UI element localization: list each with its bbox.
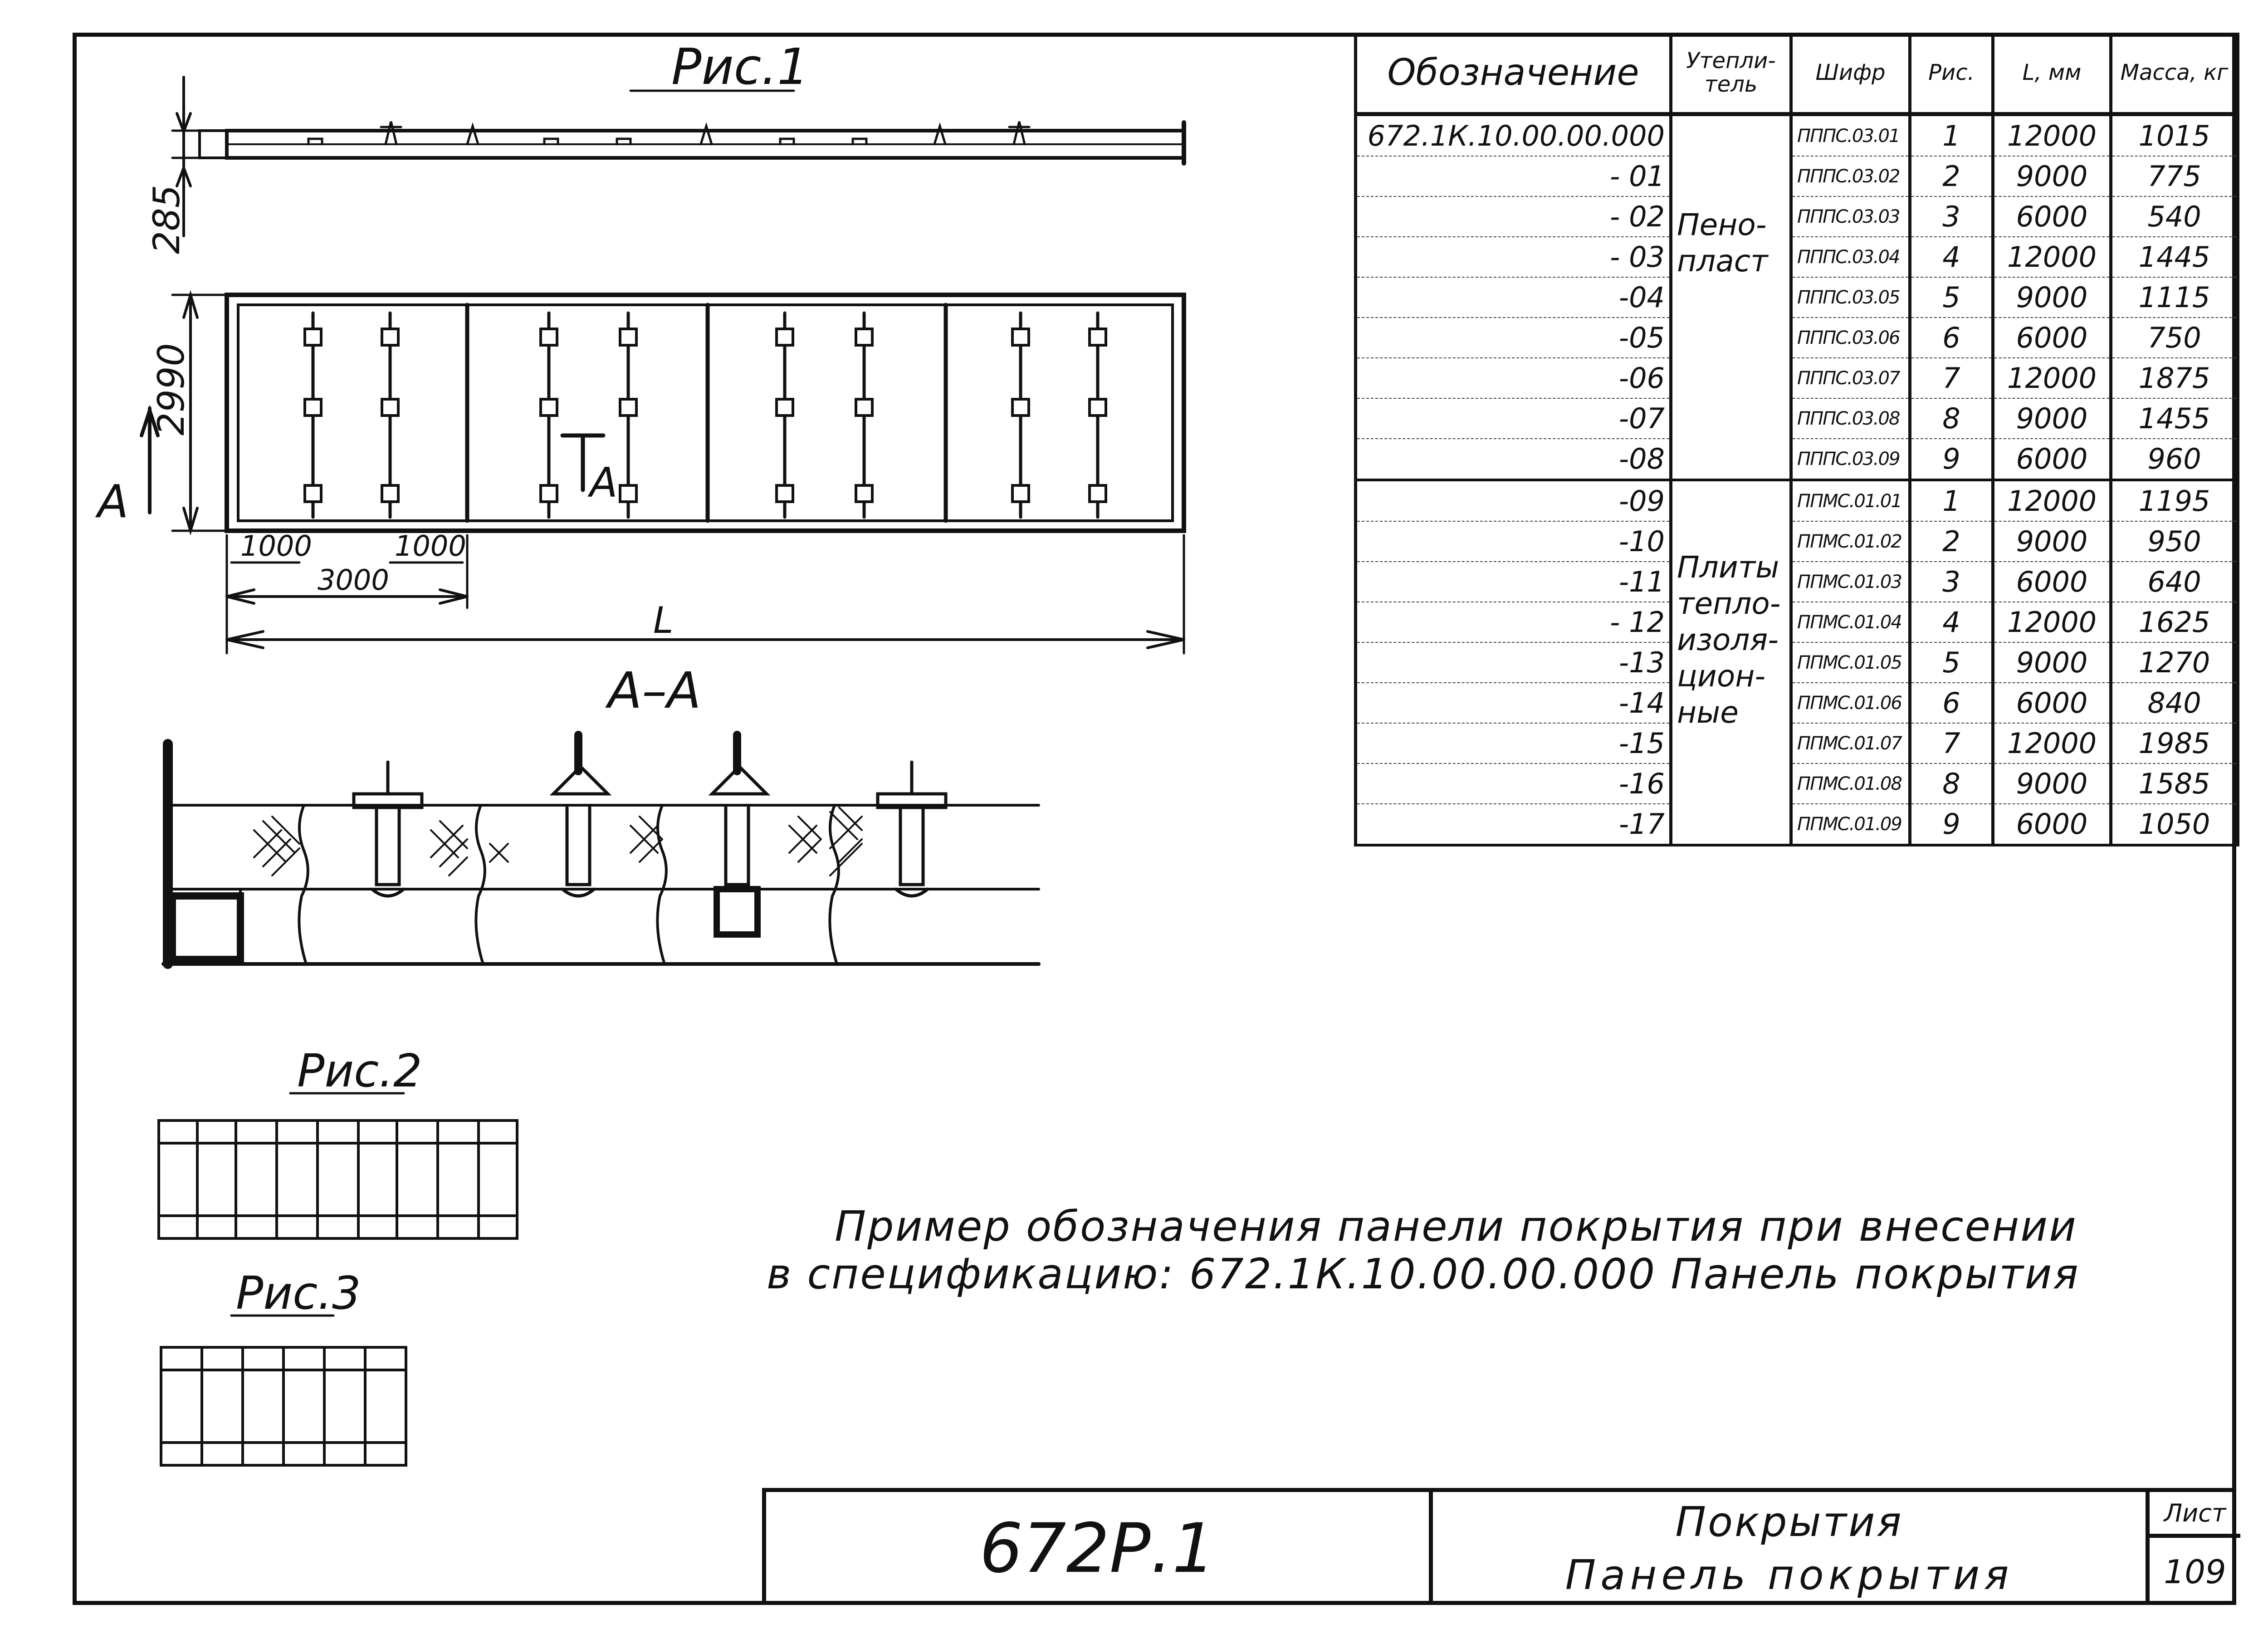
cell-cipher: ПППС.03.07	[1791, 358, 1910, 398]
cell-cipher: ППМС.01.01	[1791, 480, 1910, 521]
table-row	[1356, 602, 2238, 642]
cell-cipher: ПППС.03.09	[1791, 439, 1910, 480]
table-row	[1356, 521, 2238, 562]
table-row	[1356, 804, 2238, 845]
cell-code: -14	[1356, 683, 1671, 723]
cell-figure: 6	[1910, 683, 1993, 723]
cell-figure: 4	[1910, 602, 1993, 642]
cell-figure: 4	[1910, 237, 1993, 277]
cell-length: 9000	[1993, 156, 2111, 196]
table-row	[1356, 277, 2238, 318]
table-row	[1356, 480, 2238, 521]
cell-code: -15	[1356, 723, 1671, 763]
cell-mass: 840	[2111, 683, 2238, 723]
cell-length: 9000	[1993, 642, 2111, 683]
cell-length: 9000	[1993, 277, 2111, 318]
cell-length: 12000	[1993, 723, 2111, 763]
cell-length: 6000	[1993, 439, 2111, 480]
cell-code: -13	[1356, 642, 1671, 683]
cell-mass: 775	[2111, 156, 2238, 196]
cell-figure: 1	[1910, 114, 1993, 157]
cell-mass: 1050	[2111, 804, 2238, 845]
section-aa	[163, 735, 1039, 964]
specification-table	[1354, 33, 2239, 846]
cell-figure: 8	[1910, 763, 1993, 804]
cell-code: -06	[1356, 358, 1671, 398]
title-line2: Панель покрытия	[1565, 1551, 2014, 1599]
cell-cipher: ППМС.01.03	[1791, 562, 1910, 602]
insulation-label: Плиты теплоизоляционные	[1677, 550, 1781, 730]
cell-mass: 1015	[2111, 114, 2238, 157]
cell-cipher: ПППС.03.01	[1791, 114, 1910, 157]
title-block	[762, 1488, 2236, 1605]
cell-mass: 1115	[2111, 277, 2238, 318]
dim-edge-left: 1000	[240, 529, 312, 563]
cell-length: 12000	[1993, 602, 2111, 642]
cell-cipher: ППМС.01.04	[1791, 602, 1910, 642]
cell-code: - 12	[1356, 602, 1671, 642]
title-cell	[1433, 1492, 2150, 1605]
cell-figure: 3	[1910, 562, 1993, 602]
title-line1: Покрытия	[1675, 1498, 1903, 1546]
cell-code: 672.1К.10.00.00.000	[1356, 114, 1671, 157]
section-mark-inner: A	[590, 459, 618, 507]
cell-length: 6000	[1993, 683, 2111, 723]
cell-mass: 1985	[2111, 723, 2238, 763]
dim-length: L	[653, 599, 674, 641]
dim-bay: 3000	[318, 563, 389, 597]
dim-height: 285	[146, 185, 188, 254]
cell-length: 12000	[1993, 237, 2111, 277]
cell-code: -11	[1356, 562, 1671, 602]
table-row	[1356, 358, 2238, 398]
cell-length: 12000	[1993, 114, 2111, 157]
cell-code: -17	[1356, 804, 1671, 845]
cell-cipher: ППМС.01.05	[1791, 642, 1910, 683]
cell-mass: 1875	[2111, 358, 2238, 398]
header-designation: Обозначение	[1356, 33, 1671, 114]
cell-figure: 8	[1910, 398, 1993, 439]
cell-mass: 1270	[2111, 642, 2238, 683]
table-row	[1356, 196, 2238, 237]
sheet-label: Лист	[2150, 1492, 2240, 1538]
cell-code: - 03	[1356, 237, 1671, 277]
cell-cipher: ППМС.01.02	[1791, 521, 1910, 562]
cell-code: -04	[1356, 277, 1671, 318]
cell-cipher: ППМС.01.06	[1791, 683, 1910, 723]
table-row	[1356, 642, 2238, 683]
cell-mass: 960	[2111, 439, 2238, 480]
insulation-label: Пенопласт	[1677, 207, 1768, 279]
cell-mass: 1585	[2111, 763, 2238, 804]
cell-cipher: ПППС.03.06	[1791, 318, 1910, 358]
cell-length: 6000	[1993, 318, 2111, 358]
fig3-panel	[161, 1347, 406, 1465]
dim-width: 2990	[150, 343, 192, 435]
cell-cipher: ППМС.01.09	[1791, 804, 1910, 845]
cell-code: -10	[1356, 521, 1671, 562]
header-figure: Рис.	[1910, 33, 1993, 114]
cell-length: 12000	[1993, 480, 2111, 521]
table-row	[1356, 398, 2238, 439]
header-cipher: Шифр	[1791, 33, 1910, 114]
cell-figure: 9	[1910, 804, 1993, 845]
fig3-label: Рис.3	[236, 1267, 361, 1320]
cell-cipher: ПППС.03.08	[1791, 398, 1910, 439]
table-row	[1356, 723, 2238, 763]
cell-figure: 3	[1910, 196, 1993, 237]
cell-cipher: ППМС.01.08	[1791, 763, 1910, 804]
cell-length: 12000	[1993, 358, 2111, 398]
cell-code: - 01	[1356, 156, 1671, 196]
table-row	[1356, 237, 2238, 277]
cell-mass: 1195	[2111, 480, 2238, 521]
section-mark-left: A	[98, 475, 129, 528]
cell-figure: 1	[1910, 480, 1993, 521]
cell-length: 6000	[1993, 804, 2111, 845]
table-row	[1356, 318, 2238, 358]
fig2-label: Рис.2	[297, 1044, 422, 1097]
cell-figure: 5	[1910, 642, 1993, 683]
cell-mass: 540	[2111, 196, 2238, 237]
header-mass: Масса, кг	[2111, 33, 2238, 114]
cell-figure: 7	[1910, 358, 1993, 398]
cell-length: 6000	[1993, 196, 2111, 237]
cell-mass: 1455	[2111, 398, 2238, 439]
cell-code: - 02	[1356, 196, 1671, 237]
cell-mass: 1625	[2111, 602, 2238, 642]
cell-code: -09	[1356, 480, 1671, 521]
cell-figure: 7	[1910, 723, 1993, 763]
cell-mass: 950	[2111, 521, 2238, 562]
cell-cipher: ПППС.03.05	[1791, 277, 1910, 318]
fig2-panel	[159, 1120, 517, 1238]
table-row	[1356, 562, 2238, 602]
header-insulation: Утеплитель	[1671, 33, 1791, 114]
table-row	[1356, 156, 2238, 196]
panel-side-view	[172, 77, 1184, 236]
cell-insulation-group	[1671, 480, 1791, 845]
cell-figure: 9	[1910, 439, 1993, 480]
cell-cipher: ПППС.03.04	[1791, 237, 1910, 277]
sheet-number: 109	[2164, 1553, 2226, 1591]
cell-figure: 6	[1910, 318, 1993, 358]
table-row	[1356, 114, 2238, 157]
header-length: L, мм	[1993, 33, 2111, 114]
document-code: 672Р.1	[766, 1492, 1433, 1605]
fig1-label: Рис.1	[671, 38, 809, 96]
cell-length: 6000	[1993, 562, 2111, 602]
cell-code: -05	[1356, 318, 1671, 358]
designation-note-line2: в спецификацию: 672.1К.10.00.00.000 Панель покрытия	[767, 1250, 2080, 1298]
cell-mass: 1445	[2111, 237, 2238, 277]
cell-code: -16	[1356, 763, 1671, 804]
cell-mass: 750	[2111, 318, 2238, 358]
cell-figure: 2	[1910, 156, 1993, 196]
cell-figure: 2	[1910, 521, 1993, 562]
cell-code: -08	[1356, 439, 1671, 480]
table-header-row	[1356, 33, 2238, 114]
cell-cipher: ПППС.03.02	[1791, 156, 1910, 196]
cell-mass: 640	[2111, 562, 2238, 602]
cell-figure: 5	[1910, 277, 1993, 318]
table-row	[1356, 683, 2238, 723]
cell-insulation-group	[1671, 114, 1791, 480]
cell-cipher: ППМС.01.07	[1791, 723, 1910, 763]
cell-length: 9000	[1993, 398, 2111, 439]
section-title: А–А	[608, 661, 701, 719]
designation-note-line1: Пример обозначения панели покрытия при внесении	[835, 1202, 2077, 1251]
sheet-cell	[2150, 1492, 2240, 1605]
dim-edge-right: 1000	[395, 529, 466, 563]
table-row	[1356, 439, 2238, 480]
table-row	[1356, 763, 2238, 804]
cell-length: 9000	[1993, 521, 2111, 562]
cell-code: -07	[1356, 398, 1671, 439]
cell-length: 9000	[1993, 763, 2111, 804]
cell-cipher: ПППС.03.03	[1791, 196, 1910, 237]
